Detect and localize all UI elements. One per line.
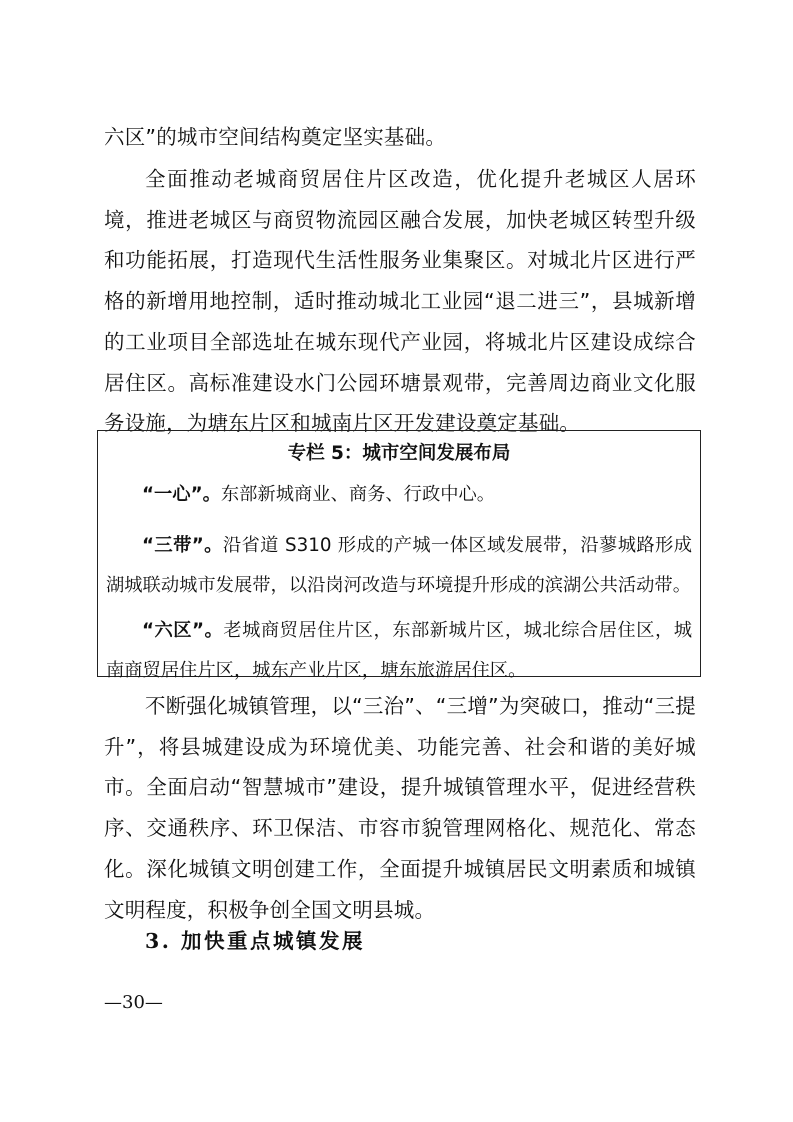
sidebar-box-urban-layout — [97, 430, 701, 681]
box-item-three-belts — [106, 526, 692, 606]
paragraph-continuation: 六区”的城市空间结构奠定坚实基础。 — [104, 125, 447, 149]
box-item-label: “六区”。 — [142, 620, 224, 641]
page-number: —30— — [104, 992, 163, 1013]
box-item-text: 沿省道 S310 形成的产城一体区域发展带，沿蓼城路形成湖城联动城市发展带，以沿岗河改造与环境提升形成的滨湖公共活动带。 — [106, 535, 693, 596]
box-item-six-districts — [106, 611, 692, 691]
box-item-one-center — [106, 475, 692, 515]
box-item-text: 老城商贸居住片区，东部新城片区，城北综合居住区，城南商贸居住片区，城东产业片区，塘东旅游居住区。 — [106, 620, 693, 681]
box-item-text: 东部新城商业、商务、行政中心。 — [220, 484, 496, 505]
box-item-label: “一心”。 — [142, 484, 221, 505]
box-item-label: “三带”。 — [142, 535, 223, 556]
paragraph-old-city-renovation: 全面推动老城商贸居住片区改造，优化提升老城区人居环境，推进老城区与商贸物流园区融合发展，加快老城区转型升级和功能拓展，打造现代生活性服务业集聚区。对城北片区进行严格的新增用地控制，适时推动城北工业园“退二进三”，县城新增的工业项目全部选址在城东现代产业园，将城北片区建设成综合居住区。高标准建设水门公园环塘景观带，完善周边商业文化服务设施，为塘东片区和城南片区开发建设奠定基础。 — [104, 167, 696, 436]
section-heading: 3. 加快重点城镇发展 — [145, 929, 366, 953]
box-title: 专栏 5：城市空间发展布局 — [287, 443, 511, 464]
paragraph-urban-management: 不断强化城镇管理，以“三治”、“三增”为突破口，推动“三提升”，将县城建设成为环境优美、功能完善、社会和谐的美好城市。全面启动“智慧城市”建设，提升城镇管理水平，促进经营秩序、交通秩序、环卫保洁、市容市貌管理网格化、规范化、常态化。深化城镇文明创建工作，全面提升城镇居民文明素质和城镇文明程度，积极争创全国文明县城。 — [104, 694, 696, 922]
